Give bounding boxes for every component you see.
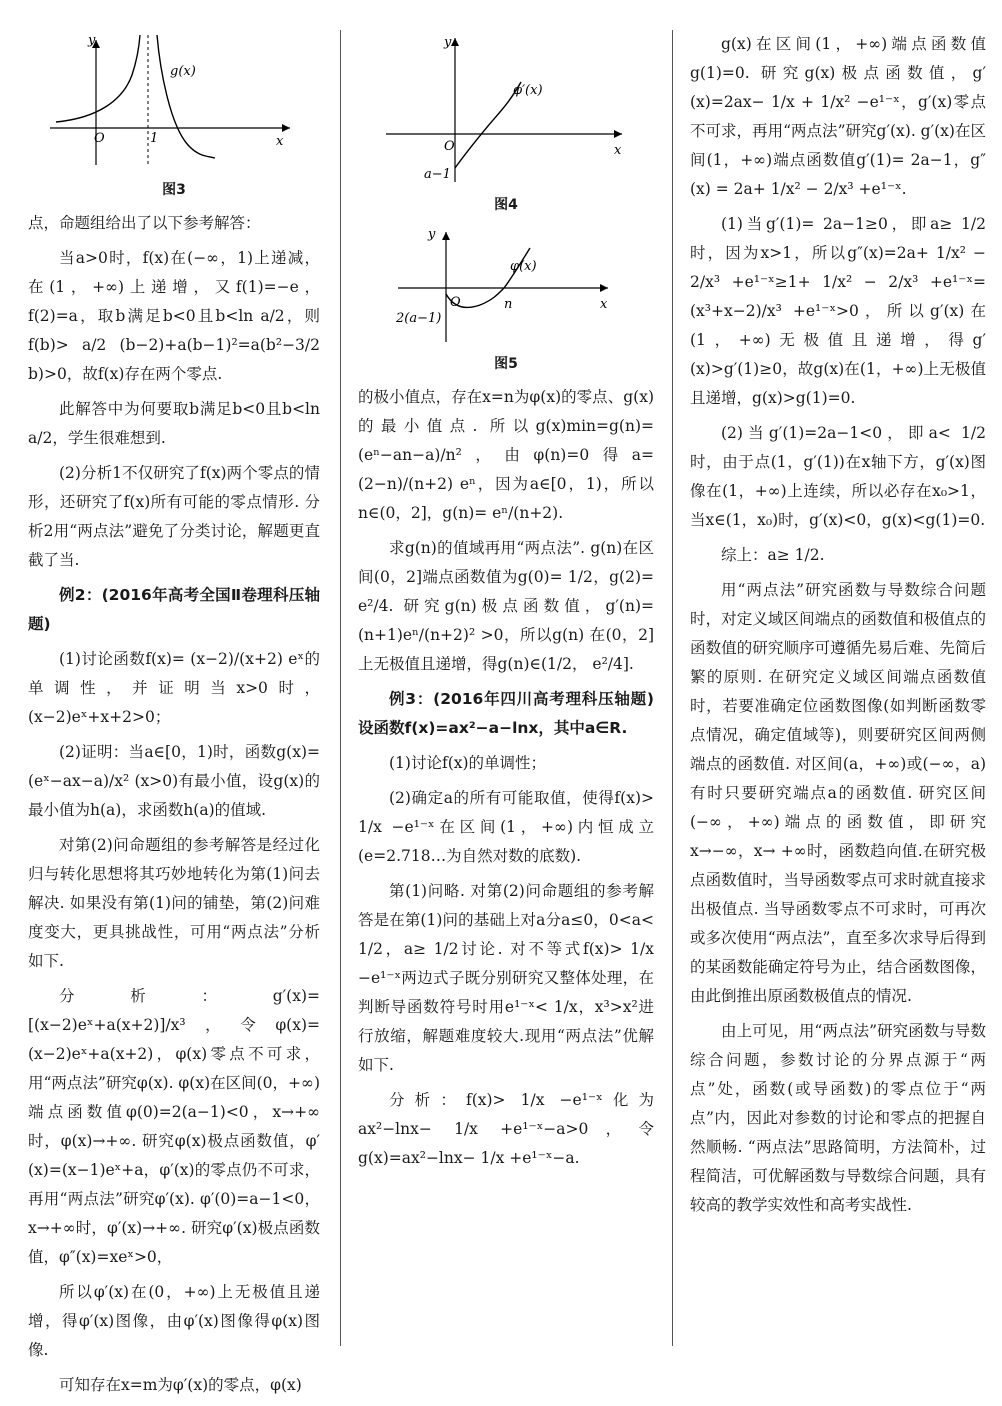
fig3-curve-label: g(x) [170,64,196,79]
analysis-paragraph: 分析：f(x)> 1/x −e¹⁻ˣ化为ax²−lnx− 1/x +e¹⁻ˣ−a>0，令g(x)=ax²−lnx− 1/x +e¹⁻ˣ−a. [358,1091,654,1167]
fig4-yint-label: a−1 [424,167,451,182]
paragraph: (2)分析1不仅研究了f(x)两个零点的情形，还研究了f(x)所有可能的零点情形. 分析2用“两点法”避免了分类讨论，解题更直截了当. [28,464,320,569]
figure-5-graph [358,224,654,349]
paragraph: 点，命题组给出了以下参考解答： [28,214,261,232]
fig3-y-label: y [88,33,96,48]
analysis-paragraph: 分析：g′(x)= [(x−2)eˣ+a(x+2)]/x³，令φ(x)=(x−2)eˣ+a(x+2)，φ(x)零点不可求，用“两点法”研究φ(x). φ(x)在区间(0，+∞)端点函数值φ(0)=2(a−1)<0，x→+∞时，φ(x)→+∞. 研究φ(x)极点函数值，φ′(x)=(x−1)eˣ+a，φ′(x)的零点仍不可求，再用“两点法”研究φ′(x). φ′(0)=a−1<0，x→+∞时，φ′(x)→+∞. 研究φ′(x)极点函数值，φ″(x)=xeˣ>0， [28,987,320,1266]
column-1 [28,30,320,1406]
paragraph: 用“两点法”研究函数与导数综合问题时，对定义域区间端点的函数值和极值点的函数值的研究顺序可遵循先易后难、先简后繁的原则. 在研究定义域区间端点函数值时，若要准确定位函数图像(如判断函数零点情况，确定值域等)，则要研究区间两侧端点的函数值. 对区间(a，+∞)或(−∞，a)有时只要研究端点a的函数值. 研究区间(−∞，+∞)端点的函数值，即研究x→−∞，x→ +∞时，函数趋向值.在研究极点函数值时，当导函数零点可求时就直接求出极值点. 当导函数零点不可求时，可再次或多次使用“两点法”，直至多次求导后得到的某函数能确定符号为止，结合函数图像，由此倒推出原函数极值点的情况. [690,581,986,1005]
fig5-curve-label: φ(x) [510,259,537,274]
column-rule-right [672,30,673,1346]
column-rule-left [340,30,341,1346]
column-2 [358,30,654,1179]
paragraph: g(x)在区间(1，+∞)端点函数值g(1)=0. 研究g(x)极点函数值，g′(x)=2ax− 1/x + 1/x² −e¹⁻ˣ，g′(x)零点不可求，再用“两点法”研究g′(x). g′(x)在区间(1，+∞)端点函数值g′(1)= 2a−1，g″(x) = 2a+ 1/x² − 2/x³ +e¹⁻ˣ. [690,35,986,198]
conclusion: 综上：a≥ 1/2. [721,546,825,564]
paragraph: 所以φ′(x)在(0，+∞)上无极值且递增，得φ′(x)图像，由φ′(x)图像得φ(x)图像. [28,1283,320,1359]
fig5-y-label: y [428,227,436,242]
fig4-y-label: y [444,35,452,50]
paragraph: 此解答中为何要取b满足b<0且b<ln a/2，学生很难想到. [28,400,320,447]
fig5-origin-label: O [450,295,461,310]
paragraph: 可知存在x=m为φ′(x)的零点，φ(x) [59,1376,302,1394]
fig4-curve-label: φ′(x) [513,83,543,98]
column-3 [690,30,986,1226]
fig4-origin-label: O [444,139,455,154]
paragraph: (2)当g′(1)=2a−1<0，即a< 1/2 时，由于点(1，g′(1))在x轴下方，g′(x)图像在(1，+∞)上连续，所以必存在x₀>1，当x∈(1，x₀)时，g′(x)<0，g(x)<g(1)=0. [690,424,986,529]
figure-4 [358,30,654,190]
paragraph: (1)当g′(1)= 2a−1≥0，即a≥ 1/2 时，因为x>1，所以g″(x)=2a+ 1/x² − 2/x³ +e¹⁻ˣ≥1+ 1/x² − 2/x³ +e¹⁻ˣ= (x³+x−2)/x³ +e¹⁻ˣ>0，所以g′(x)在(1，+∞)无极值且递增，得g′(x)>g′(1)≥0，故g(x)在(1，+∞)上无极值且递增，g(x)>g(1)=0. [690,215,986,407]
figure-5-caption: 图5 [494,356,518,372]
fig3-one-label: 1 [150,131,159,146]
fig5-yint-label: 2(a−1) [396,311,442,326]
fig5-n-label: n [504,297,513,312]
figure-3-graph [28,30,320,175]
paragraph: (1)讨论函数f(x)= (x−2)/(x+2) eˣ的单调性，并证明当x>0时，(x−2)eˣ+x+2>0； [28,650,320,726]
example-2-heading: 例2：(2016年高考全国Ⅱ卷理科压轴题) [28,586,320,633]
fig3-x-label: x [276,134,284,149]
paragraph: (1)讨论f(x)的单调性； [389,754,547,772]
paragraph: 第(1)问略. 对第(2)问命题组的参考解答是在第(1)问的基础上对a分a≤0，0<a< 1/2，a≥ 1/2讨论. 对不等式f(x)> 1/x −e¹⁻ˣ两边式子既分别研究又整体处理，在判断导函数符号时用e¹⁻ˣ< 1/x，x³>x²进行放缩，解题难度较大.现用“两点法”优解如下. [358,882,654,1074]
paragraph: 求g(n)的值域再用“两点法”. g(n)在区间(0，2]端点函数值为g(0)= 1/2，g(2)= e²/4. 研究g(n)极点函数值，g′(n)= (n+1)eⁿ/(n+2)² >0，所以g(n) 在(0，2]上无极值且递增，得g(n)∈(1/2， e²/4]. [358,539,654,673]
figure-5 [358,224,654,349]
paragraph: (2)确定a的所有可能取值，使得f(x)> 1/x −e¹⁻ˣ在区间(1，+∞)内恒成立(e=2.718…为自然对数的底数). [358,789,654,865]
fig5-x-label: x [600,297,608,312]
paragraph: (2)证明：当a∈[0，1)时，函数g(x)= (eˣ−ax−a)/x² (x>0)有最小值，设g(x)的最小值为h(a)，求函数h(a)的值域. [28,743,320,819]
figure-3 [28,30,320,175]
example-3-heading: 例3：(2016年四川高考理科压轴题)设函数f(x)=ax²−a−lnx，其中a∈R. [358,690,654,737]
figure-4-caption: 图4 [494,197,518,213]
fig4-x-label: x [614,143,622,158]
fig3-origin-label: O [94,131,105,146]
figure-3-caption: 图3 [162,182,186,198]
paragraph: 由上可见，用“两点法”研究函数与导数综合问题，参数讨论的分界点源于“两点”处，函数(或导函数)的零点位于“两点”内，因此对参数的讨论和零点的把握自然顺畅. “两点法”思路简明，方法简朴，过程简洁，可优解函数与导数综合问题，具有较高的教学实效性和高考实战性. [690,1022,986,1214]
paragraph: 对第(2)问命题组的参考解答是经过化归与转化思想将其巧妙地转化为第(1)问去解决. 如果没有第(1)问的铺垫，第(2)问难度变大，更具挑战性，可用“两点法”分析如下. [28,836,320,970]
figure-4-graph [358,30,654,190]
paragraph: 的极小值点，存在x=n为φ(x)的零点、g(x)的最小值点. 所以g(x)min=g(n)= (eⁿ−an−a)/n²，由φ(n)=0得a= (2−n)/(n+2) eⁿ，因为a∈[0，1)，所以n∈(0，2]，g(n)= eⁿ/(n+2). [358,388,654,522]
paragraph: 当a>0时，f(x)在(−∞，1)上递减，在(1，+∞)上递增，又f(1)=−e，f(2)=a，取b满足b<0且b<ln a/2，则f(b)> a/2 (b−2)+a(b−1)²=a(b²−3/2 b)>0，故f(x)存在两个零点. [28,249,320,383]
